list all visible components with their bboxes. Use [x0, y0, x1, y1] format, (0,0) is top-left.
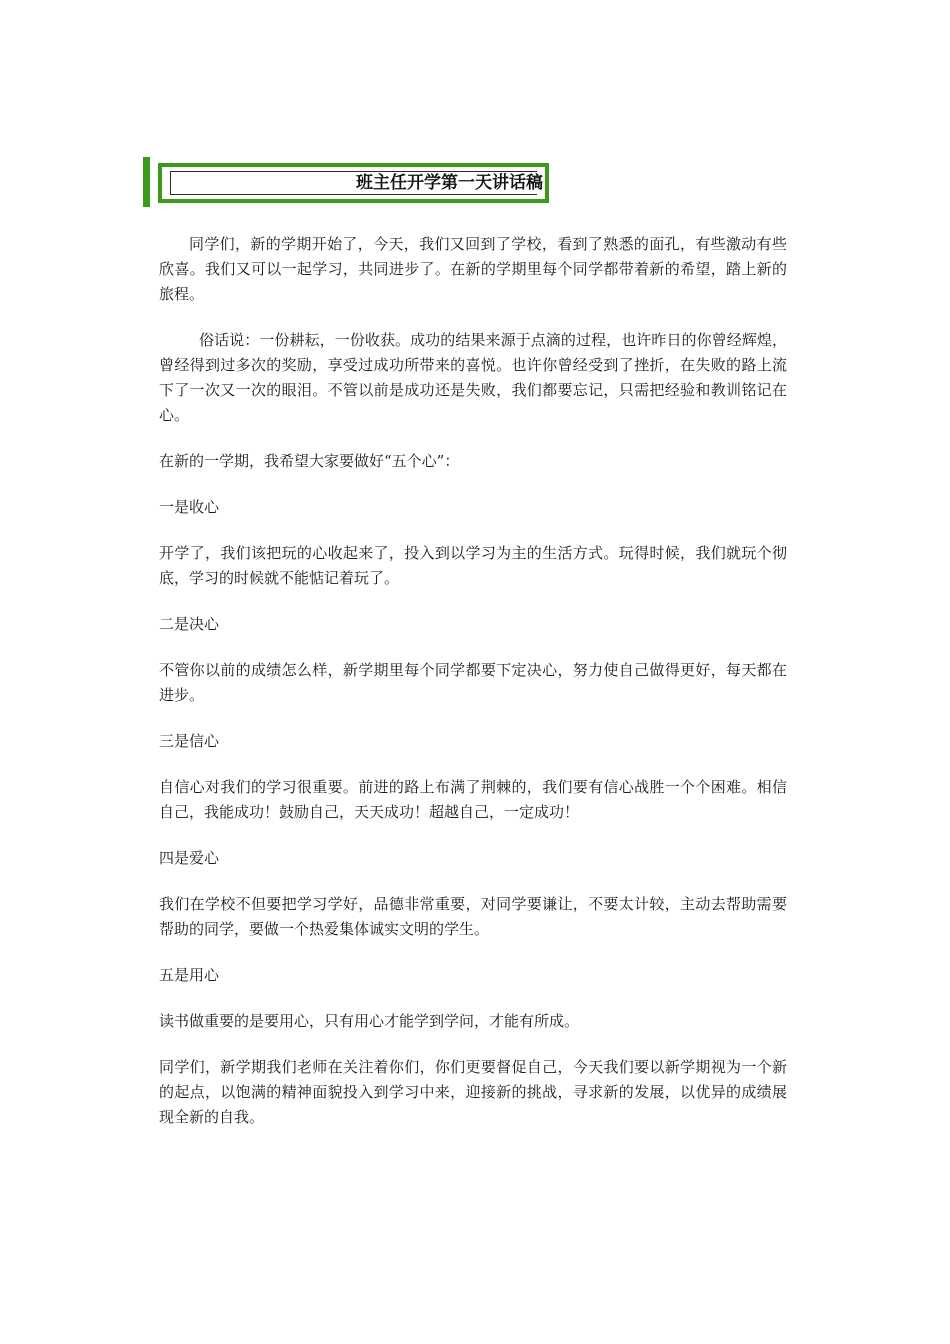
heading-first-heart: 一是收心 — [159, 498, 220, 516]
document-body — [159, 232, 787, 1151]
paragraph-proverb: 俗话说：一份耕耘，一份收获。成功的结果来源于点滴的过程，也许昨日的你曾经辉煌，曾经得到过多次的奖励，享受过成功所带来的喜悦。也许你曾经受到了挫折，在失败的路上流下了一次又一次的眼泪。不管以前是成功还是失败，我们都要忘记，只需把经验和教训铭记在心。 — [159, 331, 787, 424]
title-frame — [158, 163, 549, 203]
heading-third-heart: 三是信心 — [159, 732, 220, 750]
heading-second-heart: 二是决心 — [159, 615, 220, 633]
title-accent-bar — [143, 157, 150, 207]
heading-fourth-heart: 四是爱心 — [159, 849, 220, 867]
paragraph-intro: 同学们，新的学期开始了，今天，我们又回到了学校，看到了熟悉的面孔，有些激动有些欣喜。我们又可以一起学习，共同进步了。在新的学期里每个同学都带着新的希望，踏上新的旅程。 — [159, 235, 787, 303]
paragraph-closing: 同学们，新学期我们老师在关注着你们，你们更要督促自己，今天我们要以新学期视为一个新的起点，以饱满的精神面貌投入到学习中来，迎接新的挑战，寻求新的发展，以优异的成绩展现全新的自我。 — [159, 1058, 787, 1126]
paragraph-third-heart: 自信心对我们的学习很重要。前进的路上布满了荆棘的，我们要有信心战胜一个个困难。相信自己，我能成功！鼓励自己，天天成功！超越自己，一定成功！ — [159, 778, 787, 821]
paragraph-fourth-heart: 我们在学校不但要把学习学好，品德非常重要，对同学要谦让，不要太计较，主动去帮助需要帮助的同学，要做一个热爱集体诚实文明的学生。 — [159, 895, 787, 938]
paragraph-five-hearts-intro: 在新的一学期，我希望大家要做好“五个心”： — [159, 452, 460, 470]
paragraph-first-heart: 开学了，我们该把玩的心收起来了，投入到以学习为主的生活方式。玩得时候，我们就玩个彻底，学习的时候就不能惦记着玩了。 — [159, 544, 787, 587]
paragraph-second-heart: 不管你以前的成绩怎么样，新学期里每个同学都要下定决心，努力使自己做得更好，每天都在进步。 — [159, 661, 787, 704]
heading-fifth-heart: 五是用心 — [159, 966, 220, 984]
paragraph-fifth-heart: 读书做重要的是要用心，只有用心才能学到学问，才能有所成。 — [159, 1012, 580, 1030]
document-title: 班主任开学第一天讲话稿 — [356, 173, 543, 193]
